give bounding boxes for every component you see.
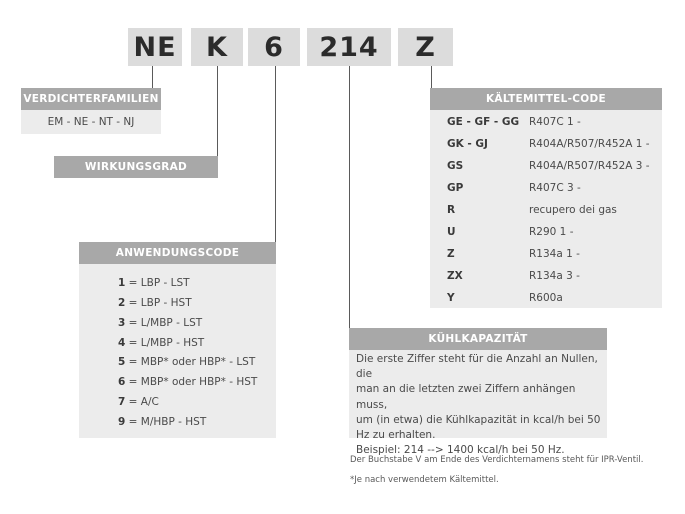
refrigerant-value: recupero dei gas (529, 204, 617, 216)
code-capacity-box: 214 (307, 28, 391, 66)
refrigerant-code: ZX (447, 270, 463, 282)
families-values: EM - NE - NT - NJ (47, 116, 135, 128)
application-item: 7 = A/C (118, 396, 159, 408)
capacity-line: Beispiel: 214 --> 1400 kcal/h bei 50 Hz. (356, 444, 565, 457)
application-item: 6 = MBP* oder HBP* - HST (118, 376, 258, 388)
application-panel (79, 264, 276, 438)
refrigerant-code: Z (447, 248, 455, 260)
application-item: 3 = L/MBP - LST (118, 317, 203, 329)
refrigerant-value: R407C 3 - (529, 182, 581, 194)
connector-refrigerant (431, 66, 432, 88)
refrigerant-value: R407C 1 - (529, 116, 581, 128)
refrigerant-code: GE - GF - GG (447, 116, 520, 128)
code-refrigerant-box: Z (398, 28, 453, 66)
capacity-line: Die erste Ziffer steht für die Anzahl an Nullen, die (356, 353, 598, 381)
refrigerant-code: Y (447, 292, 455, 304)
capacity-line: um (in etwa) die Kühlkapazität in kcal/h bei 50 (356, 413, 601, 426)
connector-family (152, 66, 153, 88)
note-ipr-valve: Der Buchstabe V am Ende des Verdichternamens steht für IPR-Ventil. (350, 455, 644, 465)
capacity-line: Hz zu erhalten. (356, 429, 436, 442)
application-header: ANWENDUNGSCODE (79, 242, 276, 264)
code-application-box: 6 (248, 28, 300, 66)
code-family-box: NE (128, 28, 182, 66)
connector-efficiency (217, 66, 218, 156)
application-item: 2 = LBP - HST (118, 297, 192, 309)
refrigerant-code: GP (447, 182, 464, 194)
application-item: 9 = M/HBP - HST (118, 416, 207, 428)
refrigerant-value: R134a 1 - (529, 248, 580, 260)
application-item: 4 = L/MBP - HST (118, 337, 205, 349)
capacity-header: KÜHLKAPAZITÄT (349, 328, 607, 350)
capacity-description (356, 352, 608, 458)
note-refrigerant-dependent: *Je nach verwendetem Kältemittel. (350, 475, 499, 485)
code-efficiency-box: K (191, 28, 243, 66)
refrigerant-code: GK - GJ (447, 138, 488, 150)
refrigerant-value: R134a 3 - (529, 270, 580, 282)
connector-capacity (349, 66, 350, 328)
application-item: 5 = MBP* oder HBP* - LST (118, 356, 256, 368)
connector-application (275, 66, 276, 242)
refrigerant-code: GS (447, 160, 464, 172)
efficiency-header: WIRKUNGSGRAD (54, 156, 218, 178)
refrigerant-value: R404A/R507/R452A 1 - (529, 138, 650, 150)
families-header: VERDICHTERFAMILIEN (21, 88, 161, 110)
capacity-line: man an die letzten zwei Ziffern anhängen muss, (356, 383, 576, 411)
refrigerant-value: R600a (529, 292, 563, 304)
refrigerant-value: R290 1 - (529, 226, 574, 238)
refrigerant-value: R404A/R507/R452A 3 - (529, 160, 650, 172)
application-item: 1 = LBP - LST (118, 277, 190, 289)
refrigerant-code: U (447, 226, 456, 238)
refrigerant-header: KÄLTEMITTEL-CODE (430, 88, 662, 110)
refrigerant-code: R (447, 204, 456, 216)
